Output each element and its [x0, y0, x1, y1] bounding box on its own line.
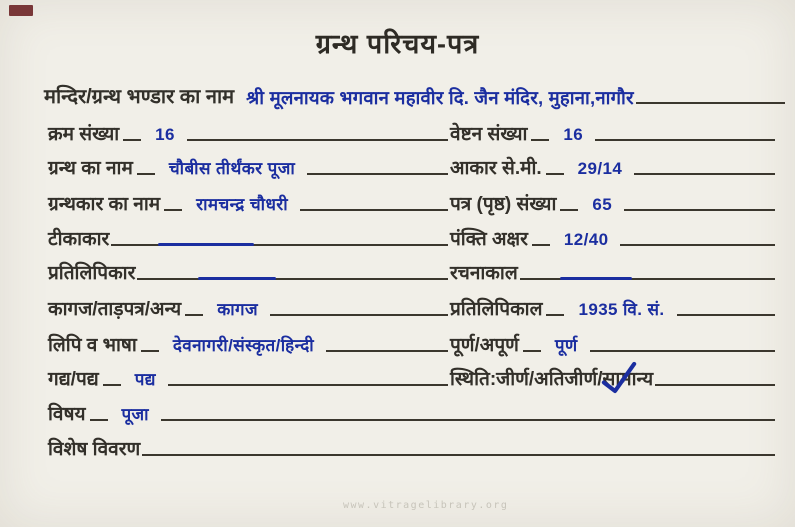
field-rachnakal [450, 264, 777, 286]
field-label: गद्य/पद्य [48, 369, 99, 390]
field-value-handwritten: चौबीस तीर्थंकर पूजा [168, 159, 296, 178]
rule-line [307, 173, 448, 175]
rule-line [523, 350, 541, 352]
field-sthiti [450, 370, 777, 392]
rule-line [103, 384, 121, 386]
marked-option-text: सामान्य [602, 369, 654, 390]
pen-stroke [560, 277, 632, 280]
field-value-handwritten: 16 [155, 125, 175, 144]
field-label-prefix: स्थिति:जीर्ण/अतिजीर्ण/ [450, 369, 603, 390]
rule-line [137, 173, 155, 175]
field-label: ग्रन्थ का नाम [48, 158, 133, 179]
field-value-handwritten: देवनागरी/संस्कृत/हिन्दी [172, 336, 315, 355]
field-label: प्रतिलिपिकार [48, 263, 136, 284]
rule-line [546, 314, 564, 316]
field-label-vishay: विषय [48, 404, 86, 425]
field-value-handwritten: पूजा [121, 405, 149, 424]
condition-option-samanya [603, 370, 654, 389]
field-tikakar [48, 230, 450, 252]
field-kagaj-tadpatra [48, 300, 450, 322]
field-lipi-bhasha [48, 336, 450, 358]
rule-line [546, 173, 564, 175]
field-value-handwritten: 1935 वि. सं. [578, 300, 665, 319]
field-value-handwritten: कागज [217, 300, 259, 319]
page-title: ग्रन्थ परिचय-पत्र [315, 29, 480, 59]
scan-artifact [9, 5, 33, 16]
rule-line [90, 419, 108, 421]
field-label: आकार से.मी. [450, 158, 542, 179]
field-granthkar-naam [48, 195, 450, 217]
field-patra-sankhya [450, 195, 777, 217]
field-label [450, 370, 653, 392]
field-label: क्रम संख्या [48, 124, 120, 145]
rule-line [636, 102, 785, 104]
field-label-vishesh-vivaran: विशेष विवरण [48, 439, 141, 460]
watermark: www.vitragelibrary.org [343, 500, 509, 511]
field-pankti-akshar [450, 230, 777, 252]
rule-line [270, 314, 448, 316]
rule-line [590, 350, 775, 352]
rule-line [187, 139, 448, 141]
rule-line [326, 350, 448, 352]
rule-line [560, 209, 578, 211]
field-label: वेष्टन संख्या [450, 124, 528, 145]
rule-line [164, 209, 182, 211]
rule-line [677, 314, 775, 316]
field-label: पूर्ण/अपूर्ण [450, 335, 519, 356]
rule-line [142, 454, 775, 456]
header-field [44, 78, 787, 110]
field-pratilipikal [450, 300, 777, 322]
field-value-handwritten: 65 [592, 195, 613, 214]
field-kram-sankhya [48, 125, 450, 147]
field-value-handwritten: रामचन्द्र चौधरी [196, 195, 289, 214]
rule-line [531, 139, 549, 141]
form-row [48, 397, 777, 427]
field-label: कागज/ताड़पत्र/अन्य [48, 299, 182, 320]
rule-line [168, 384, 448, 386]
form-row [48, 292, 777, 322]
field-value-handwritten: पूर्ण [554, 336, 578, 355]
field-purn-apurn [450, 336, 777, 358]
field-label: ग्रन्थकार का नाम [48, 194, 161, 215]
rule-line [634, 173, 775, 175]
form-row [48, 432, 777, 462]
rule-line [532, 244, 550, 246]
field-label: पंक्ति अक्षर [450, 229, 528, 250]
form-row [48, 222, 777, 252]
form-row [48, 328, 777, 358]
field-value-handwritten: पद्य [134, 370, 156, 389]
rule-line [300, 209, 448, 211]
field-label: पत्र (पृष्ठ) संख्या [450, 194, 557, 215]
field-value-handwritten: 29/14 [577, 159, 623, 178]
field-value-handwritten: 16 [563, 125, 584, 144]
field-value-handwritten: 12/40 [563, 230, 609, 249]
field-veshtan-sankhya [450, 125, 777, 147]
form-row [48, 117, 777, 147]
form-row [48, 362, 777, 392]
form-row [48, 256, 777, 286]
field-label: रचनाकाल [450, 263, 518, 284]
rule-line [123, 139, 141, 141]
field-gadya-padya [48, 370, 450, 392]
field-value-mandir-bhandar: श्री मूलनायक भगवान महावीर दि. जैन मंदिर, मुहाना,नागौर [246, 86, 634, 108]
form-row [48, 151, 777, 181]
field-aakar [450, 159, 777, 181]
pen-stroke [198, 277, 276, 280]
pen-stroke [158, 243, 254, 246]
rule-line [520, 278, 775, 280]
field-label: प्रतिलिपिकाल [450, 299, 543, 320]
rule-line [624, 209, 775, 211]
field-label: टीकाकार [48, 229, 110, 250]
field-label-mandir-bhandar: मन्दिर/ग्रन्थ भण्डार का नाम [44, 86, 235, 108]
rule-line [141, 350, 159, 352]
rule-line [137, 278, 448, 280]
field-pratilipikar [48, 264, 450, 286]
rule-line [655, 384, 775, 386]
field-label: लिपि व भाषा [48, 335, 137, 356]
rule-line [161, 419, 775, 421]
rule-line [185, 314, 203, 316]
rule-line [595, 139, 775, 141]
form-row [48, 187, 777, 217]
field-granth-naam [48, 159, 450, 181]
rule-line [620, 244, 775, 246]
